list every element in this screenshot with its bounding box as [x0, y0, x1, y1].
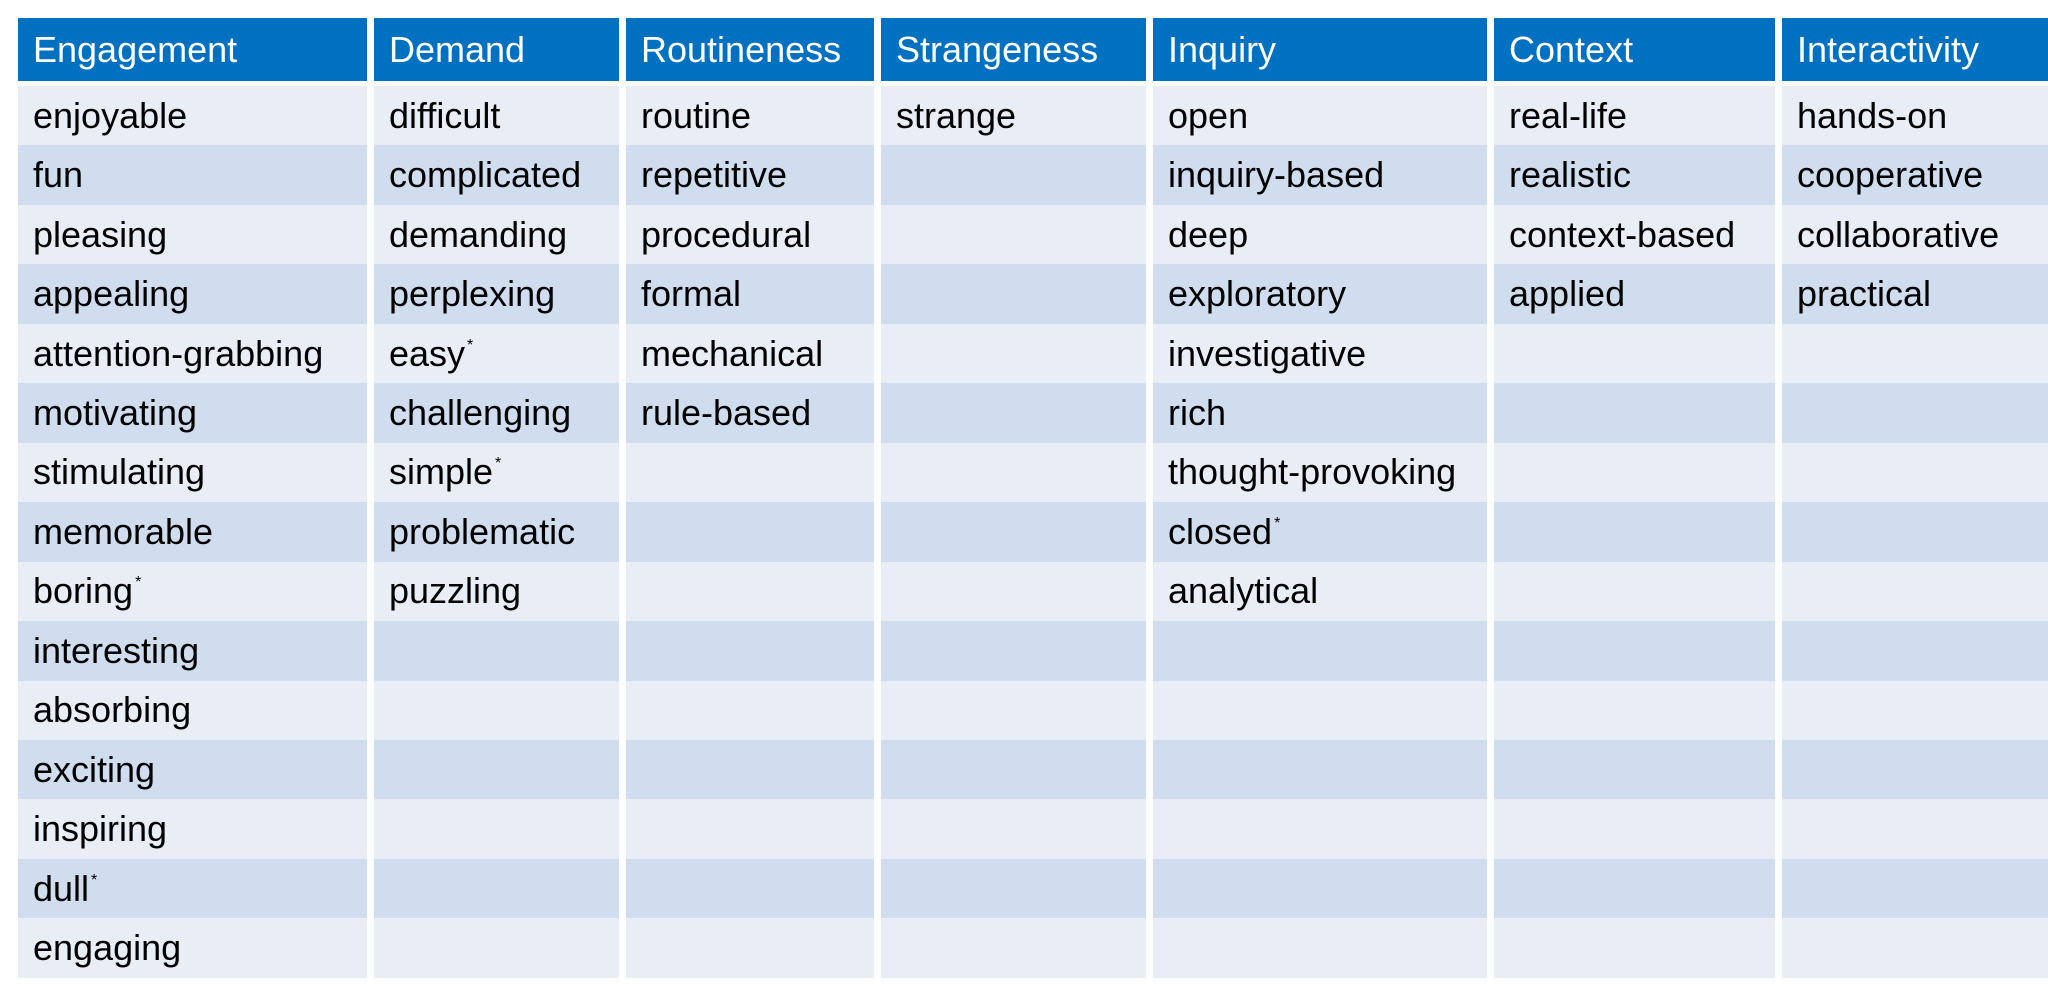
table-row	[18, 502, 2048, 561]
table-cell: interesting	[18, 621, 367, 680]
table-cell: simple *	[374, 443, 619, 502]
table-cell	[881, 859, 1146, 918]
table-cell	[881, 502, 1146, 561]
asterisk-mark: *	[495, 455, 502, 473]
table-cell: realistic	[1494, 145, 1775, 204]
table-cell	[1494, 443, 1775, 502]
table-row	[18, 621, 2048, 680]
table-cell	[374, 918, 619, 978]
table-cell	[1782, 918, 2048, 978]
column-header-strangeness: Strangeness	[881, 18, 1146, 86]
table-cell	[626, 799, 874, 858]
table-cell	[1153, 681, 1487, 740]
table-row	[18, 562, 2048, 621]
table-cell: repetitive	[626, 145, 874, 204]
table-cell	[1494, 681, 1775, 740]
table-cell	[1782, 502, 2048, 561]
table-row	[18, 383, 2048, 442]
table-row	[18, 681, 2048, 740]
table-cell: perplexing	[374, 264, 619, 323]
table-cell	[1494, 621, 1775, 680]
table-cell: complicated	[374, 145, 619, 204]
table-row	[18, 264, 2048, 323]
table-cell: inquiry-based	[1153, 145, 1487, 204]
table-cell	[881, 740, 1146, 799]
table-cell	[1153, 918, 1487, 978]
table-cell	[1782, 681, 2048, 740]
table-cell: mechanical	[626, 324, 874, 383]
column-header-engagement: Engagement	[18, 18, 367, 86]
table-cell: fun	[18, 145, 367, 204]
table-cell: rule-based	[626, 383, 874, 442]
table-row	[18, 145, 2048, 204]
table-cell	[881, 383, 1146, 442]
table-cell	[1494, 502, 1775, 561]
word-category-table	[11, 18, 2048, 978]
table-cell: formal	[626, 264, 874, 323]
table-cell: engaging	[18, 918, 367, 978]
table-cell	[626, 562, 874, 621]
table-cell: easy *	[374, 324, 619, 383]
table-cell	[1153, 621, 1487, 680]
table-cell: boring *	[18, 562, 367, 621]
table-cell: collaborative	[1782, 205, 2048, 264]
table-cell	[1494, 562, 1775, 621]
table-cell: demanding	[374, 205, 619, 264]
table-cell	[881, 324, 1146, 383]
table-cell: attention-grabbing	[18, 324, 367, 383]
table-cell: exploratory	[1153, 264, 1487, 323]
table-cell	[374, 621, 619, 680]
table-row	[18, 740, 2048, 799]
asterisk-mark: *	[467, 336, 474, 354]
table-cell: appealing	[18, 264, 367, 323]
table-cell	[881, 145, 1146, 204]
table-cell	[1494, 799, 1775, 858]
table-cell: problematic	[374, 502, 619, 561]
table-cell: exciting	[18, 740, 367, 799]
column-header-interactivity: Interactivity	[1782, 18, 2048, 86]
table-cell: applied	[1494, 264, 1775, 323]
table-cell: routine	[626, 86, 874, 145]
table-cell: investigative	[1153, 324, 1487, 383]
header-row	[18, 18, 2048, 86]
table-cell: closed *	[1153, 502, 1487, 561]
column-header-context: Context	[1494, 18, 1775, 86]
asterisk-mark: *	[1274, 514, 1281, 532]
table-row	[18, 443, 2048, 502]
table-row	[18, 918, 2048, 978]
table-cell	[374, 681, 619, 740]
table-cell	[1494, 383, 1775, 442]
table-cell	[1153, 799, 1487, 858]
table-cell	[1494, 918, 1775, 978]
column-header-inquiry: Inquiry	[1153, 18, 1487, 86]
table-cell	[1782, 324, 2048, 383]
table-cell	[374, 859, 619, 918]
table-body	[18, 86, 2048, 978]
table-cell: difficult	[374, 86, 619, 145]
table-cell: motivating	[18, 383, 367, 442]
table-cell: open	[1153, 86, 1487, 145]
table-cell	[881, 621, 1146, 680]
table-cell: challenging	[374, 383, 619, 442]
table-cell	[626, 621, 874, 680]
table-cell	[626, 502, 874, 561]
table-cell	[1782, 621, 2048, 680]
table-cell	[374, 740, 619, 799]
table-cell	[1782, 799, 2048, 858]
table-cell	[1782, 740, 2048, 799]
table-row	[18, 859, 2048, 918]
table-cell: memorable	[18, 502, 367, 561]
table-cell: rich	[1153, 383, 1487, 442]
table-row	[18, 799, 2048, 858]
table-cell	[626, 859, 874, 918]
table-cell	[374, 799, 619, 858]
column-header-routineness: Routineness	[626, 18, 874, 86]
table-cell	[1494, 859, 1775, 918]
table-cell: dull *	[18, 859, 367, 918]
table-cell	[1153, 740, 1487, 799]
table-cell	[881, 681, 1146, 740]
table-cell	[881, 918, 1146, 978]
table-cell: deep	[1153, 205, 1487, 264]
table-cell	[1782, 562, 2048, 621]
table-cell: real-life	[1494, 86, 1775, 145]
table-cell	[626, 918, 874, 978]
table-cell	[1782, 443, 2048, 502]
table-cell	[1153, 859, 1487, 918]
table-cell: enjoyable	[18, 86, 367, 145]
table-cell	[626, 443, 874, 502]
table-row	[18, 205, 2048, 264]
table-cell: thought-provoking	[1153, 443, 1487, 502]
table-cell	[1494, 740, 1775, 799]
table-cell: inspiring	[18, 799, 367, 858]
asterisk-mark: *	[135, 574, 142, 592]
table-cell	[1782, 383, 2048, 442]
table-cell: analytical	[1153, 562, 1487, 621]
table-cell: pleasing	[18, 205, 367, 264]
table-cell	[1782, 859, 2048, 918]
table-cell	[881, 443, 1146, 502]
table-row	[18, 86, 2048, 145]
table-cell: absorbing	[18, 681, 367, 740]
table-row	[18, 324, 2048, 383]
table-cell	[881, 562, 1146, 621]
table-cell	[626, 740, 874, 799]
table-cell: strange	[881, 86, 1146, 145]
table-cell	[1494, 324, 1775, 383]
asterisk-mark: *	[91, 871, 98, 889]
table-cell: procedural	[626, 205, 874, 264]
table-cell: stimulating	[18, 443, 367, 502]
table-cell: practical	[1782, 264, 2048, 323]
column-header-demand: Demand	[374, 18, 619, 86]
table-cell	[626, 681, 874, 740]
table-cell: context-based	[1494, 205, 1775, 264]
table-cell: cooperative	[1782, 145, 2048, 204]
table-cell	[881, 799, 1146, 858]
table-cell: puzzling	[374, 562, 619, 621]
table-cell: hands-on	[1782, 86, 2048, 145]
table-cell	[881, 205, 1146, 264]
table-cell	[881, 264, 1146, 323]
